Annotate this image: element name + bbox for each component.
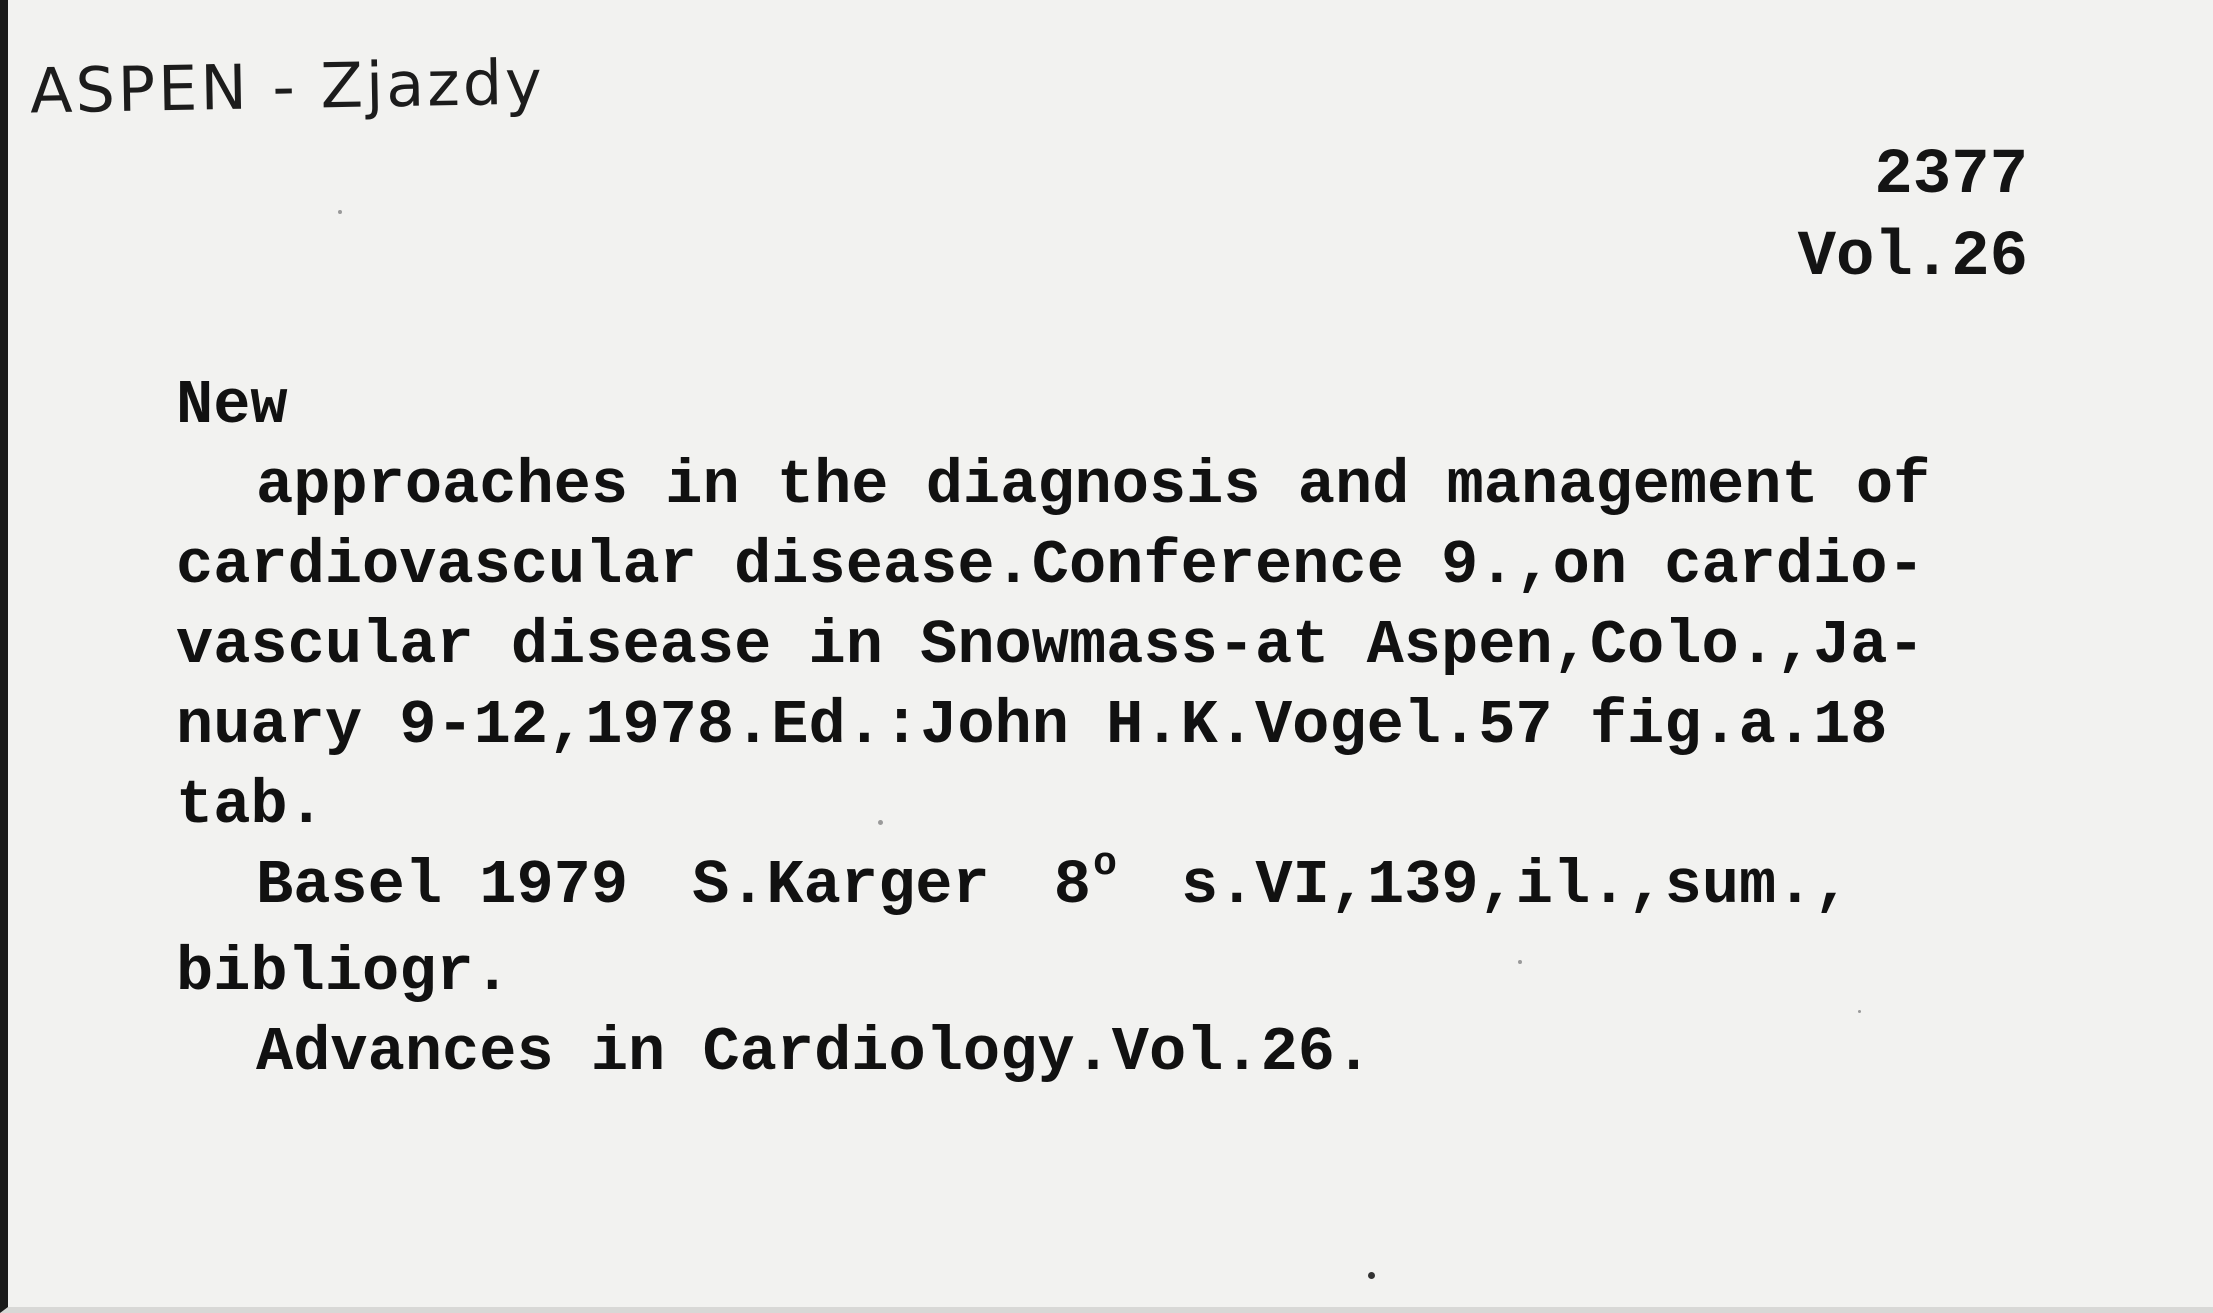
description-line: vascular disease in Snowmass-at Aspen,Colo.,Ja- — [176, 610, 1925, 681]
call-number-block — [1798, 135, 2028, 299]
speck — [1368, 1272, 1375, 1279]
subject-heading-handwritten: ASPEN - Zjazdy — [29, 45, 546, 128]
imprint-continuation: bibliogr. — [176, 937, 511, 1008]
imprint-line — [176, 842, 2136, 933]
title-first-word: New — [176, 370, 288, 441]
volume-number: Vol.26 — [1797, 222, 2028, 294]
imprint-format-sup: o — [1092, 842, 1117, 887]
bibliographic-entry — [176, 366, 2136, 1093]
imprint-place-year: Basel 1979 — [256, 850, 629, 921]
description-line: cardiovascular disease.Conference 9.,on cardio- — [176, 530, 1925, 601]
imprint-publisher: S.Karger — [692, 850, 990, 921]
description-line: approaches in the diagnosis and management of — [256, 450, 1931, 521]
imprint-pagination: s.VI,139,il.,sum., — [1180, 850, 1851, 921]
description-line: tab. — [176, 770, 325, 841]
speck — [338, 210, 342, 214]
call-number: 2377 — [1874, 140, 2028, 212]
imprint-format: 8 — [1053, 850, 1091, 921]
series-statement: Advances in Cardiology.Vol.26. — [256, 1017, 1373, 1088]
description-line: nuary 9-12,1978.Ed.:John H.K.Vogel.57 fig.a.18 — [176, 690, 1888, 761]
